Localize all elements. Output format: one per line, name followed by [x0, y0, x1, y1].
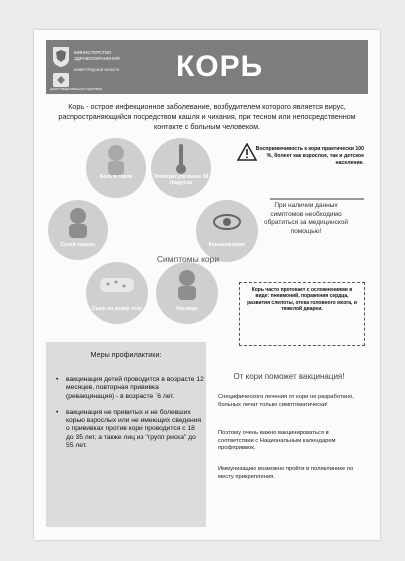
- vaccination-paragraph-3: Иммунизацию возможно пройти в поликлинике по месту прикрепления.: [218, 466, 354, 480]
- symptom-label: Боль в горле: [99, 174, 133, 180]
- rash-hand-icon: [98, 272, 136, 298]
- cough-icon: [64, 206, 92, 238]
- prevention-item: • вакцинация детей проводится в возрасте 12 месяцев, повторная прививка (ревакцинация) - в возрасте `6 лет.: [54, 376, 204, 401]
- symptom-sore-throat: [86, 138, 146, 198]
- divider: [270, 198, 364, 200]
- thermometer-icon: [175, 143, 187, 175]
- symptom-dry-cough: [48, 200, 108, 260]
- symptom-rash: [86, 262, 148, 324]
- complications-box: [239, 282, 365, 346]
- symptom-label: Сыпь по всему телу: [91, 306, 143, 312]
- susceptibility-callout: Восприимчивость к кори практически 100 %, болеет как взрослое, так и детское население.: [255, 146, 364, 166]
- prevention-title: Меры профилактики:: [90, 350, 162, 359]
- health-center-name: ЦЕНТР ОБЩЕСТВЕННОГО ЗДОРОВЬЯ: [50, 87, 103, 91]
- prevention-panel: [46, 342, 206, 527]
- sore-throat-icon: [102, 143, 130, 175]
- health-center-logo-icon: [52, 72, 70, 88]
- runny-nose-icon: [173, 268, 201, 300]
- intro-text: Корь - острое инфекционное заболевание, возбудителем которого является вирус, распространяющийся посредством кашля и чихания, при тесном или непосредственном контакте с больным человеком.: [58, 102, 356, 131]
- complications-text: Корь часто протекает с осложнениями в виде: пневмоний, поражения сердца, развития слепоты, отека головного мозга, и тяжелой диареи.: [247, 287, 357, 312]
- prevention-list: [54, 376, 204, 458]
- vaccination-title: От кори поможет вакцинация!: [233, 372, 345, 381]
- vaccination-paragraph-1: Специфического лечения от кори не разработано, больных лечат только симптоматически!: [218, 394, 354, 408]
- ministry-name: МИНИСТЕРСТВО ЗДРАВООХРАНЕНИЯ: [74, 50, 120, 61]
- symptom-label: Сухой кашель: [60, 242, 96, 248]
- symptom-label: Температура выше 38 градусов: [153, 174, 209, 186]
- ministry-region: НИЖЕГОРОДСКОЙ ОБЛАСТИ: [74, 68, 120, 72]
- symptom-label: Конъюнктивит: [208, 242, 246, 248]
- seek-help-text: При наличии данных симптомов необходимо обратиться за медицинской помощью!: [263, 202, 349, 235]
- vaccination-paragraph-2: Поэтому очень важно вакцинироваться в соответствии с Национальным календарем профприввок.: [218, 430, 336, 451]
- symptom-runny-nose: [156, 262, 218, 324]
- header-banner: [46, 40, 368, 94]
- symptom-conjunctivitis: [196, 200, 258, 262]
- prevention-item: • вакцинация не привитых и не болевших корью взрослых или не имеющих сведения о прививках против кори проводится с 18 до 35 лет, а также лиц из "групп риска" до 55 лет.: [54, 409, 204, 450]
- symptom-fever: [151, 138, 211, 198]
- symptom-label: Насморк: [176, 306, 198, 312]
- leaflet-page: [34, 30, 380, 540]
- eye-icon: [212, 212, 242, 232]
- coat-of-arms-icon: [52, 46, 70, 68]
- page-title: КОРЬ: [176, 50, 264, 83]
- symptoms-center-label: Симптомы кори: [156, 254, 220, 264]
